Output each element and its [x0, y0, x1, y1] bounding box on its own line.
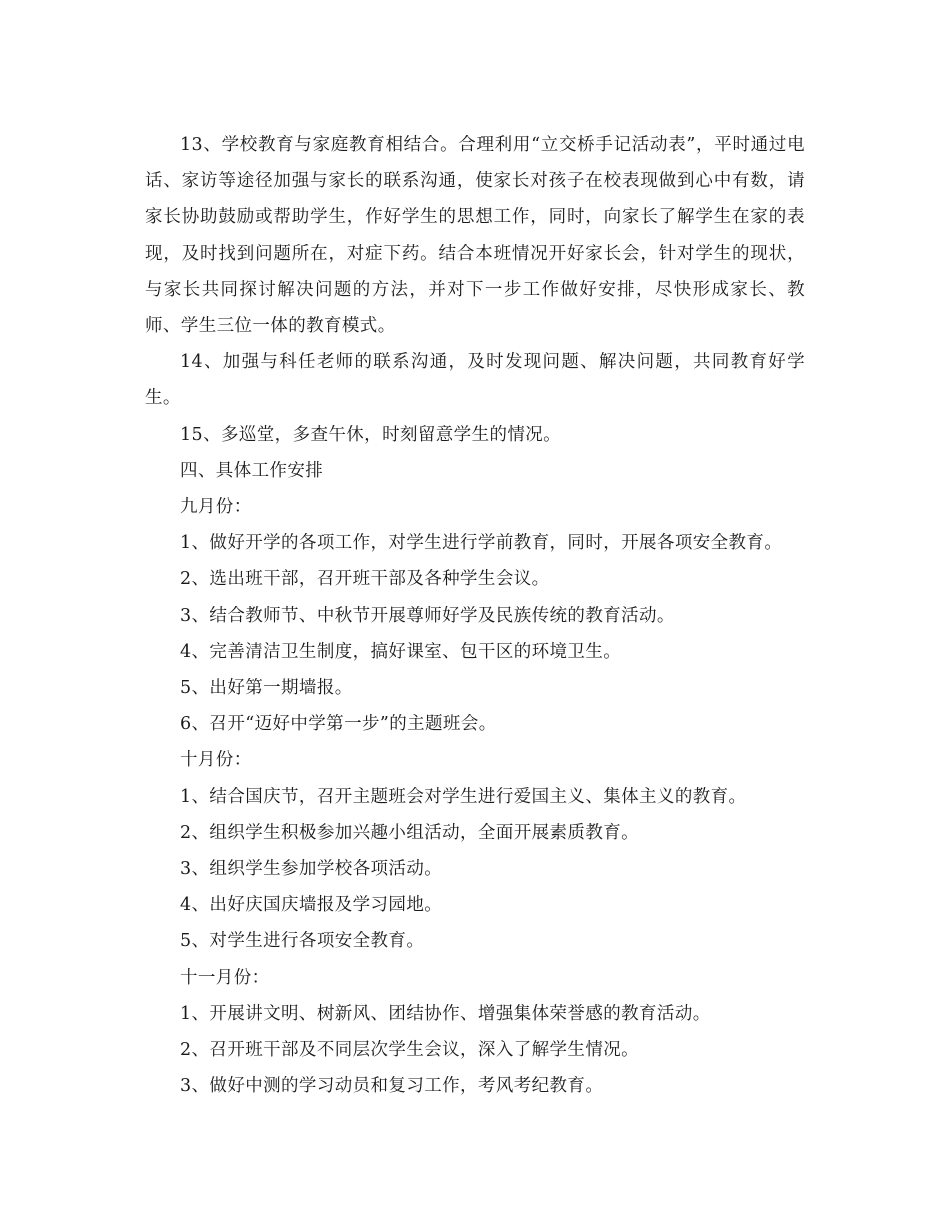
paragraph-item-15: 15、多巡堂，多查午休，时刻留意学生的情况。 — [180, 424, 562, 445]
list-item: 1、开展讲文明、树新风、团结协作、增强集体荣誉感的教育活动。 — [180, 1003, 711, 1024]
list-item: 3、组织学生参加学校各项活动。 — [180, 859, 443, 880]
list-item: 4、出好庆国庆墙报及学习园地。 — [180, 895, 443, 916]
month-heading-september: 九月份： — [180, 497, 252, 518]
list-item: 5、出好第一期墙报。 — [180, 678, 353, 699]
section-heading: 四、具体工作安排 — [180, 460, 324, 481]
document-body — [145, 127, 805, 1104]
month-heading-october: 十月份： — [180, 750, 252, 771]
list-item: 6、召开“迈好中学第一步”的主题班会。 — [180, 714, 497, 735]
list-item: 3、结合教师节、中秋节开展尊师好学及民族传统的教育活动。 — [180, 605, 675, 626]
list-item: 2、组织学生积极参加兴趣小组活动，全面开展素质教育。 — [180, 822, 640, 843]
list-item: 2、选出班干部，召开班干部及各种学生会议。 — [180, 569, 550, 590]
list-item: 3、做好中测的学习动员和复习工作，考风考纪教育。 — [180, 1076, 604, 1097]
list-item: 1、做好开学的各项工作，对学生进行学前教育，同时，开展各项安全教育。 — [180, 533, 783, 554]
list-item: 4、完善清洁卫生制度，搞好课室、包干区的环境卫生。 — [180, 641, 622, 662]
paragraph-item-13: 13、学校教育与家庭教育相结合。合理利用“立交桥手记活动表”，平时通过电话、家访等途径加强与家长的联系沟通，使家长对孩子在校表现做到心中有数，请家长协助鼓励或帮助学生，作好学生的思想工作，同时，向家长了解学生在家的表现，及时找到问题所在，对症下药。结合本班情况开好家长会，针对学生的现状，与家长共同探讨解决问题的方法，并对下一步工作做好安排，尽快形成家长、教师、学生三位一体的教育模式。 — [145, 135, 805, 337]
list-item: 1、结合国庆节，召开主题班会对学生进行爱国主义、集体主义的教育。 — [180, 786, 747, 807]
list-item: 2、召开班干部及不同层次学生会议，深入了解学生情况。 — [180, 1040, 640, 1061]
list-item: 5、对学生进行各项安全教育。 — [180, 931, 425, 952]
paragraph-item-14: 14、加强与科任老师的联系沟通，及时发现问题、解决问题，共同教育好学生。 — [145, 352, 805, 409]
month-heading-november: 十一月份： — [180, 967, 270, 988]
